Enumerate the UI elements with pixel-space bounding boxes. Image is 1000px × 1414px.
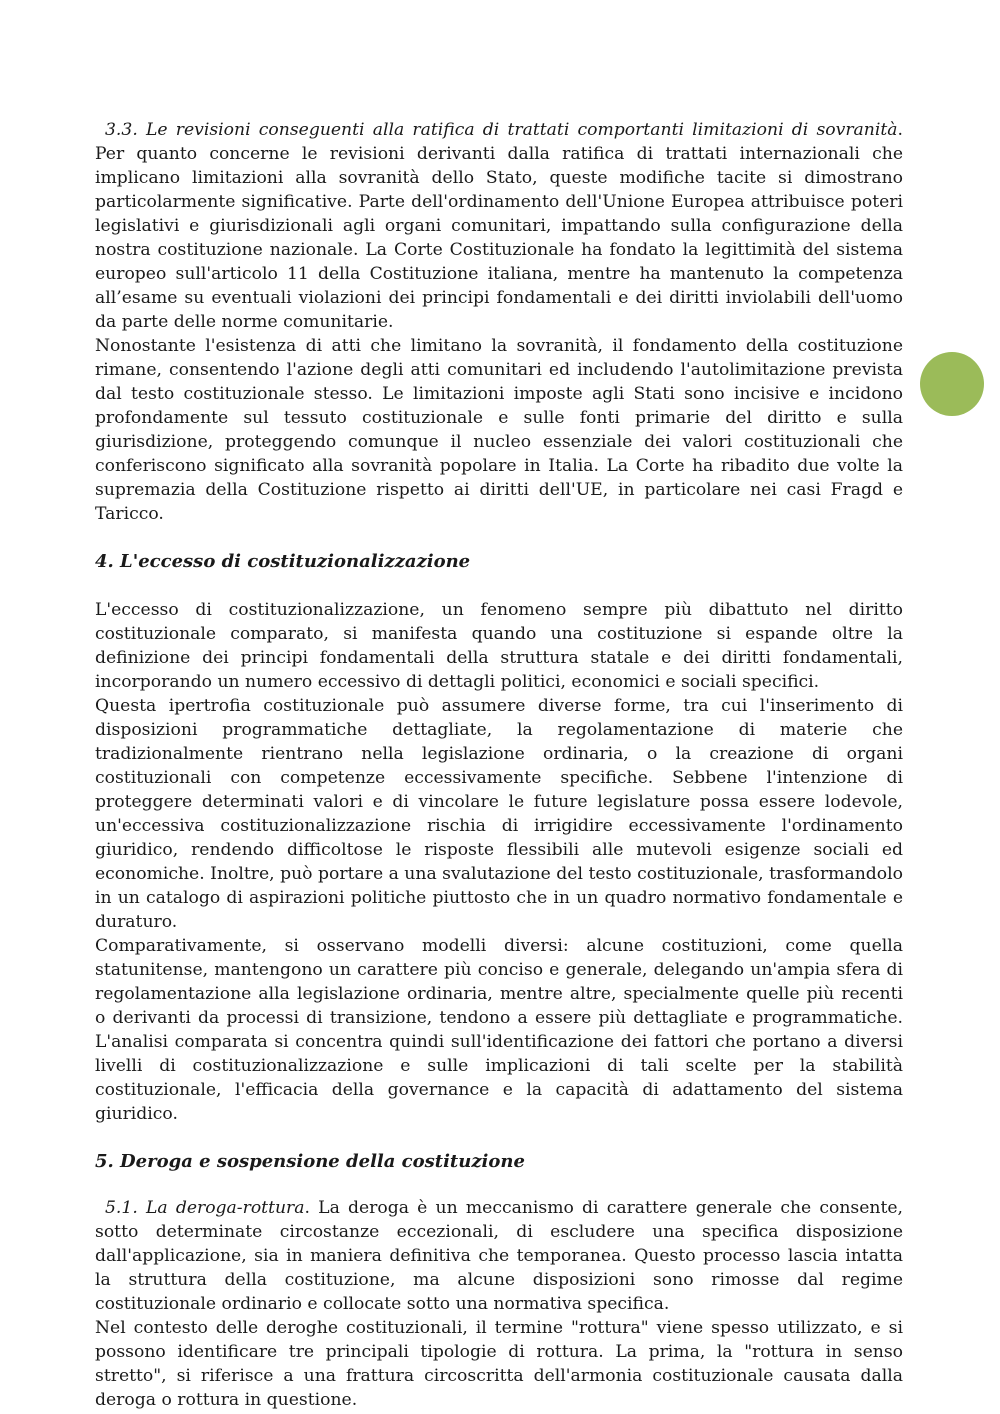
paragraph-3-3-second: Nonostante l'esistenza di atti che limitano la sovranità, il fondamento della costituzione rimane, consentendo l'azione degli atti comunitari ed includendo l'autolimitazione prevista dal testo costituzionale stesso. Le limitazioni imposte agli Stati sono incisive e incidono profondamente sul tessuto costituzionale e sulle fonti primarie del diritto e sulla giurisdizione, proteggendo comunque il nucleo essenziale dei valori costituzionali che conferiscono significato alla sovranità popolare in Italia. La Corte ha ribadito due volte la supremazia della Costituzione rispetto ai diritti dell'UE, in particolare nei casi Fragd e Taricco. xyxy=(95,336,903,524)
paragraph-4-first: L'eccesso di costituzionalizzazione, un fenomeno sempre più dibattuto nel diritto costituzionale comparato, si manifesta quando una costituzione si espande oltre la definizione dei principi fondamentali della struttura statale e dei diritti fondamentali, incorporando un numero eccessivo di dettagli politici, economici e sociali specifici. xyxy=(95,600,903,692)
document-body xyxy=(95,118,903,1412)
paragraph-3-3-text: . Per quanto concerne le revisioni derivanti dalla ratifica di trattati internazionali che implicano limitazioni alla sovranità dello Stato, queste modifiche tacite si dimostrano particolarmente significative. Parte dell'ordinamento dell'Unione Europea attribuisce poteri legislativi e giurisdizionali agli organi comunitari, impattando sulla configurazione della nostra costituzione nazionale. La Corte Costituzionale ha fondato la legittimità del sistema europeo sull'articolo 11 della Costituzione italiana, mentre ha mantenuto la competenza all’esame su eventuali violazioni dei principi fondamentali e dei diritti inviolabili dell'uomo da parte delle norme comunitarie. xyxy=(95,120,903,332)
section-heading-5: 5. Deroga e sospensione della costituzione xyxy=(95,1151,525,1172)
subsection-title-3-3: 3.3. Le revisioni conseguenti alla ratifica di trattati comportanti limitazioni di sovranità xyxy=(105,120,898,140)
subsection-title-5-1: 5.1. La deroga-rottura xyxy=(105,1198,305,1218)
paragraph-4-second: Questa ipertrofia costituzionale può assumere diverse forme, tra cui l'inserimento di disposizioni programmatiche dettagliate, la regolamentazione di materie che tradizionalmente rientrano nella legislazione ordinaria, o la creazione di organi costituzionali con competenze eccessivamente specifiche. Sebbene l'intenzione di proteggere determinati valori e di vincolare le future legislature possa essere lodevole, un'eccessiva costituzionalizzazione rischia di irrigidire eccessivamente l'ordinamento giuridico, rendendo difficoltose le risposte flessibili alle mutevoli esigenze sociali ed economiche. Inoltre, può portare a una svalutazione del testo costituzionale, trasformandolo in un catalogo di aspirazioni politiche piuttosto che in un quadro normativo fondamentale e duraturo. xyxy=(95,696,903,932)
paragraph-5-1-intro xyxy=(95,1196,903,1316)
section-heading-4: 4. L'eccesso di costituzionalizzazione xyxy=(95,551,471,572)
paragraph-5-1-second: Nel contesto delle deroghe costituzionali, il termine "rottura" viene spesso utilizzato, e si possono identificare tre principali tipologie di rottura. La prima, la "rottura in senso stretto", si riferisce a una frattura circoscritta dell'armonia costituzionale causata dalla deroga o rottura in questione. xyxy=(95,1318,903,1410)
paragraph-5-1-text: . La deroga è un meccanismo di carattere generale che consente, sotto determinate circostanze eccezionali, di escludere una specifica disposizione dall'applicazione, sia in maniera definitiva che temporanea. Questo processo lascia intatta la struttura della costituzione, ma alcune disposizioni sono rimosse dal regime costituzionale ordinario e collocate sotto una normativa specifica. xyxy=(95,1198,904,1314)
decorative-circle xyxy=(920,352,984,416)
paragraph-3-3-intro xyxy=(95,118,903,334)
paragraph-4-third: Comparativamente, si osservano modelli diversi: alcune costituzioni, come quella statunitense, mantengono un carattere più conciso e generale, delegando un'ampia sfera di regolamentazione alla legislazione ordinaria, mentre altre, specialmente quelle più recenti o derivanti da processi di transizione, tendono a essere più dettagliate e programmatiche. L'analisi comparata si concentra quindi sull'identificazione dei fattori che portano a diversi livelli di costituzionalizzazione e sulle implicazioni di tali scelte per la stabilità costituzionale, l'efficacia della governance e la capacità di adattamento del sistema giuridico. xyxy=(95,936,903,1124)
